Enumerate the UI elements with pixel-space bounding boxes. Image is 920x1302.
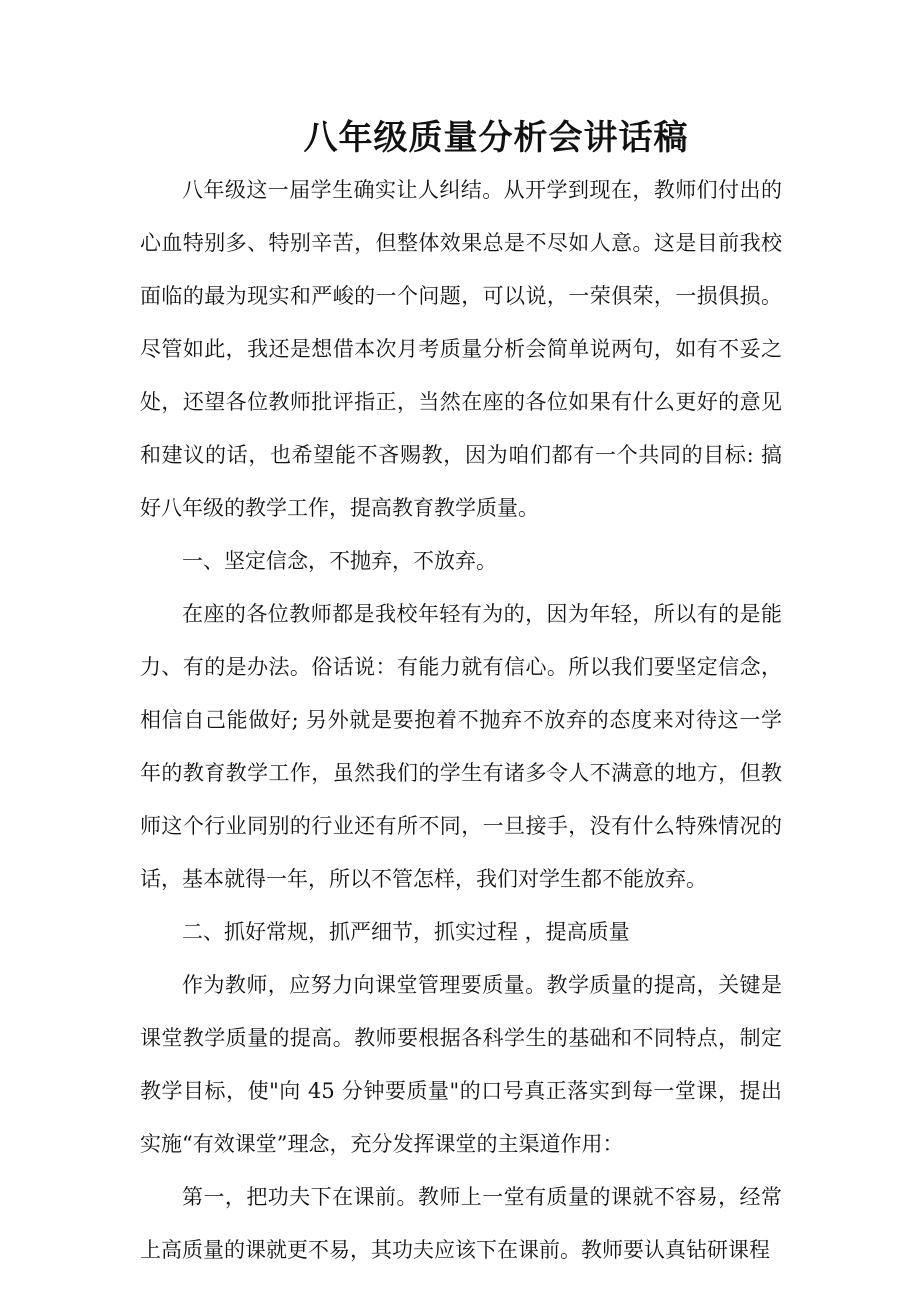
paragraph-section-1: 在座的各位教师都是我校年轻有为的，因为年轻，所以有的是能力、有的是办法。俗话说：有能力就有信心。所以我们要坚定信念，相信自己能做好; 另外就是要抱着不抛弃不放弃的态度来对待这一学年的教育教学工作，虽然我们的学生有诸多令人不满意的地方，但教师这个行业同别的行业还有所不同，一旦接手，没有什么特殊情况的话，基本就得一年，所以不管怎样，我们对学生都不能放弃。: [140, 602, 782, 891]
document-page: [140, 112, 782, 1277]
section-heading-1: 一、坚定信念，不抛弃，不放弃。: [182, 549, 497, 573]
paragraph-point-1: 第一，把功夫下在课前。教师上一堂有质量的课就不容易，经常上高质量的课就更不易，其功夫应该下在课前。教师要认真钻研课程: [140, 1185, 782, 1262]
section-heading-2: 二、抓好常规，抓严细节，抓实过程 ，提高质量: [182, 920, 630, 944]
paragraph-section-2: 作为教师，应努力向课堂管理要质量。教学质量的提高，关键是课堂教学质量的提高。教师要根据各科学生的基础和不同特点，制定教学目标，使"向 45 分钟要质量"的口号真正落实到每一堂课，提出实施“有效课堂”理念，充分发挥课堂的主渠道作用：: [140, 973, 782, 1156]
paragraph-intro: 八年级这一届学生确实让人纠结。从开学到现在，教师们付出的心血特别多、特别辛苦，但整体效果总是不尽如人意。这是目前我校面临的最为现实和严峻的一个问题，可以说，一荣俱荣，一损俱损。尽管如此，我还是想借本次月考质量分析会简单说两句，如有不妥之处，还望各位教师批评指正，当然在座的各位如果有什么更好的意见和建议的话，也希望能不吝赐教，因为咱们都有一个共同的目标: 搞好八年级的教学工作，提高教育教学质量。: [140, 178, 782, 520]
document-title: 八年级质量分析会讲话稿: [303, 118, 689, 158]
